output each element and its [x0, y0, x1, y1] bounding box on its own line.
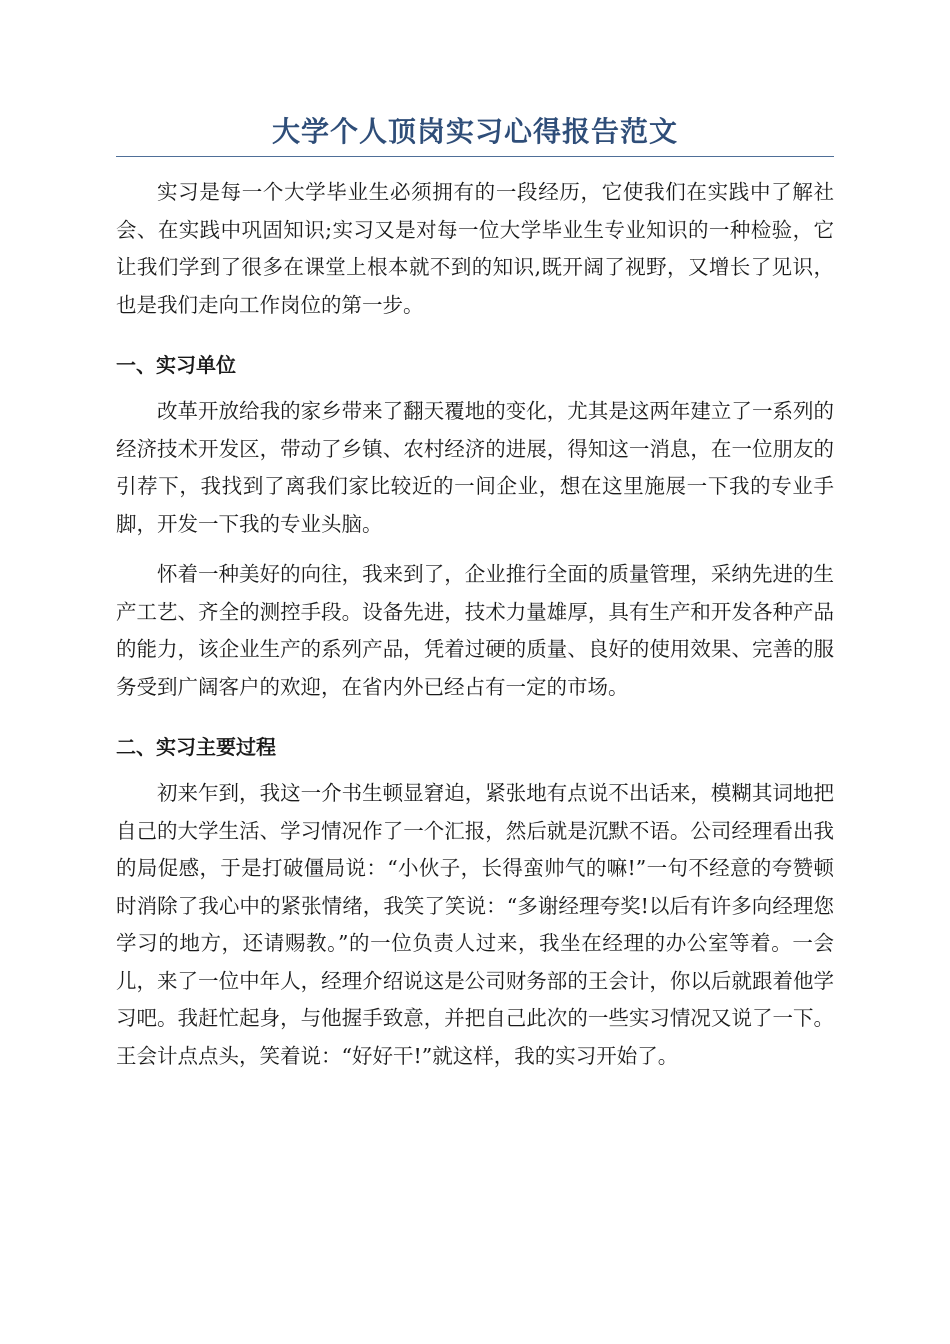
body-paragraph: 初来乍到，我这一介书生顿显窘迫，紧张地有点说不出话来，模糊其词地把自己的大学生活、学习情况作了一个汇报，然后就是沉默不语。公司经理看出我的局促感，于是打破僵局说：“小伙子，长得蛮帅气的嘛!”一句不经意的夸赞顿时消除了我心中的紧张情绪，我笑了笑说：“多谢经理夸奖!以后有许多向经理您学习的地方，还请赐教。”的一位负责人过来，我坐在经理的办公室等着。一会儿，来了一位中年人，经理介绍说这是公司财务部的王会计，你以后就跟着他学习吧。我赶忙起身，与他握手致意，并把自己此次的一些实习情况又说了一下。王会计点点头，笑着说：“好好干!”就这样，我的实习开始了。 [116, 781, 834, 1068]
document-page [116, 110, 834, 1075]
section-heading-internship-unit: 一、实习单位 [116, 353, 236, 377]
body-paragraph: 怀着一种美好的向往，我来到了，企业推行全面的质量管理，采纳先进的生产工艺、齐全的测控手段。设备先进，技术力量雄厚，具有生产和开发各种产品的能力，该企业生产的系列产品，凭着过硬的质量、良好的使用效果、完善的服务受到广阔客户的欢迎，在省内外已经占有一定的市场。 [116, 562, 834, 699]
document-title: 大学个人顶岗实习心得报告范文 [116, 110, 834, 157]
intro-paragraph: 实习是每一个大学毕业生必须拥有的一段经历，它使我们在实践中了解社会、在实践中巩固知识;实习又是对每一位大学毕业生专业知识的一种检验，它让我们学到了很多在课堂上根本就不到的知识,既开阔了视野，又增长了见识，也是我们走向工作岗位的第一步。 [116, 180, 834, 317]
paragraph-spacer [116, 543, 834, 556]
body-paragraph: 改革开放给我的家乡带来了翻天覆地的变化，尤其是这两年建立了一系列的经济技术开发区，带动了乡镇、农村经济的进展，得知这一消息，在一位朋友的引荐下，我找到了离我们家比较近的一间企业，想在这里施展一下我的专业手脚，开发一下我的专业头脑。 [116, 399, 834, 536]
section-heading-internship-process: 二、实习主要过程 [116, 735, 276, 759]
